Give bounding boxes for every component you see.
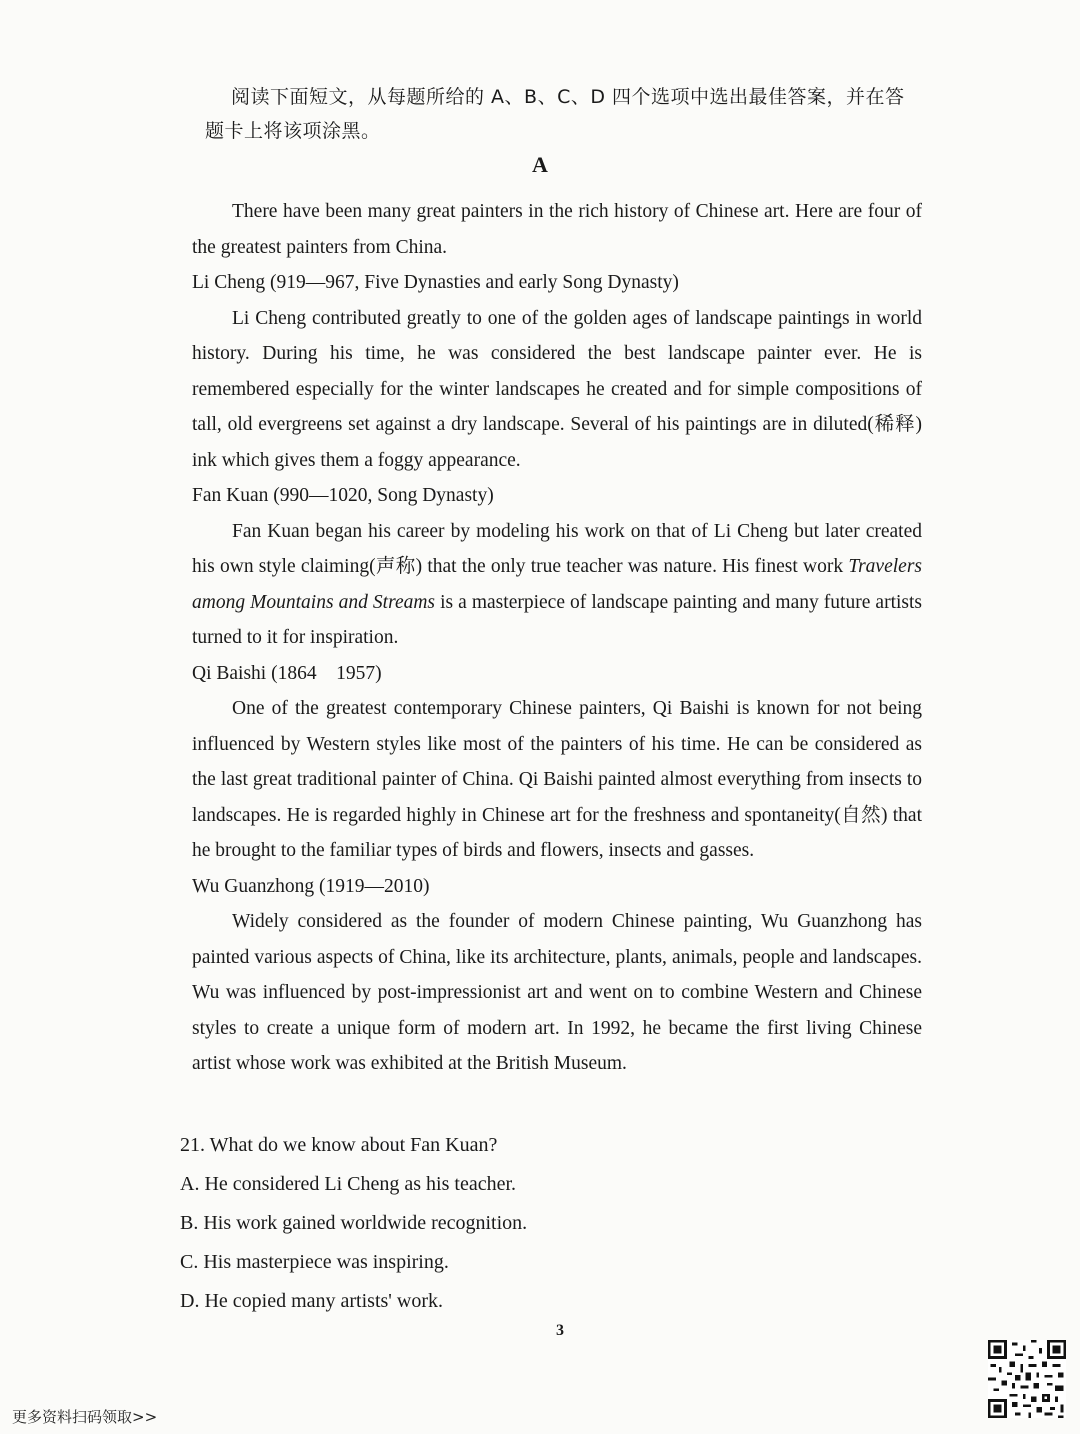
artwork-title: Travelers among Mountains and Streams [192,556,922,613]
option-a: A. He considered Li Cheng as his teacher. [180,1173,517,1195]
painter-text-wu-guanzhong: Widely considered as the founder of modern Chinese painting, Wu Guanzhong has painted various aspects of China, like its architecture, plants, animals, people and landscapes. Wu was influenced by post-impressionist art and went on to combine Western and Chinese styles to create a unique form of modern art. In 1992, he became the first living Chinese artist whose work was exhibited at the British Museum. [192,911,922,1074]
painter-heading-li-cheng: Li Cheng (919—967, Five Dynasties and early Song Dynasty) [192,272,679,293]
qr-code-icon[interactable] [988,1340,1066,1418]
footer-text: 更多资料扫码领取>> [12,1408,158,1426]
option-b: B. His work gained worldwide recognition. [180,1212,528,1234]
passage [192,194,922,1082]
passage-intro: There have been many great painters in the rich history of Chinese art. Here are four of the greatest painters from China. [192,201,922,258]
question-stem: 21. What do we know about Fan Kuan? [180,1134,498,1156]
painter-heading-fan-kuan: Fan Kuan (990—1020, Song Dynasty) [192,485,494,506]
painter-text-qi-baishi: One of the greatest contemporary Chinese painters, Qi Baishi is known for not being influenced by Western styles like most of the painters of his time. He can be considered as the last great traditional painter of China. Qi Baishi painted almost everything from insects to landscapes. He is regarded highly in Chinese art for the freshness and spontaneity(自然) that he brought to the familiar types of birds and flowers, insects and gasses. [192,698,922,861]
painter-text-fan-kuan [192,514,922,656]
page-number: 3 [556,1322,564,1339]
fan-kuan-text-after: is a masterpiece of landscape painting and many future artists turned to it for inspiration. [192,591,923,648]
section-letter: A [532,152,548,177]
painter-heading-wu-guanzhong: Wu Guanzhong (1919—2010) [192,875,430,897]
fan-kuan-text-before: Fan Kuan began his career by modeling his work on that of Li Cheng but later created his own style claiming(声称) that the only true teacher was nature. His finest work [192,520,922,577]
option-d: D. He copied many artists' work. [180,1290,443,1312]
instructions: 阅读下面短文，从每题所给的 A、B、C、D 四个选项中选出最佳答案，并在答题卡上将该项涂黑。 [205,86,905,142]
option-c: C. His masterpiece was inspiring. [180,1251,449,1273]
painter-heading-qi-baishi: Qi Baishi (1864 1957) [192,662,382,684]
question-block [180,1126,920,1321]
painter-text-li-cheng: Li Cheng contributed greatly to one of the golden ages of landscape paintings in world history. During his time, he was considered the best landscape painter ever. He is remembered especially for the winter landscapes he created and for simple compositions of tall, old evergreens set against a dry landscape. Several of his paintings are in diluted(稀释) ink which gives them a foggy appearance. [192,307,922,471]
